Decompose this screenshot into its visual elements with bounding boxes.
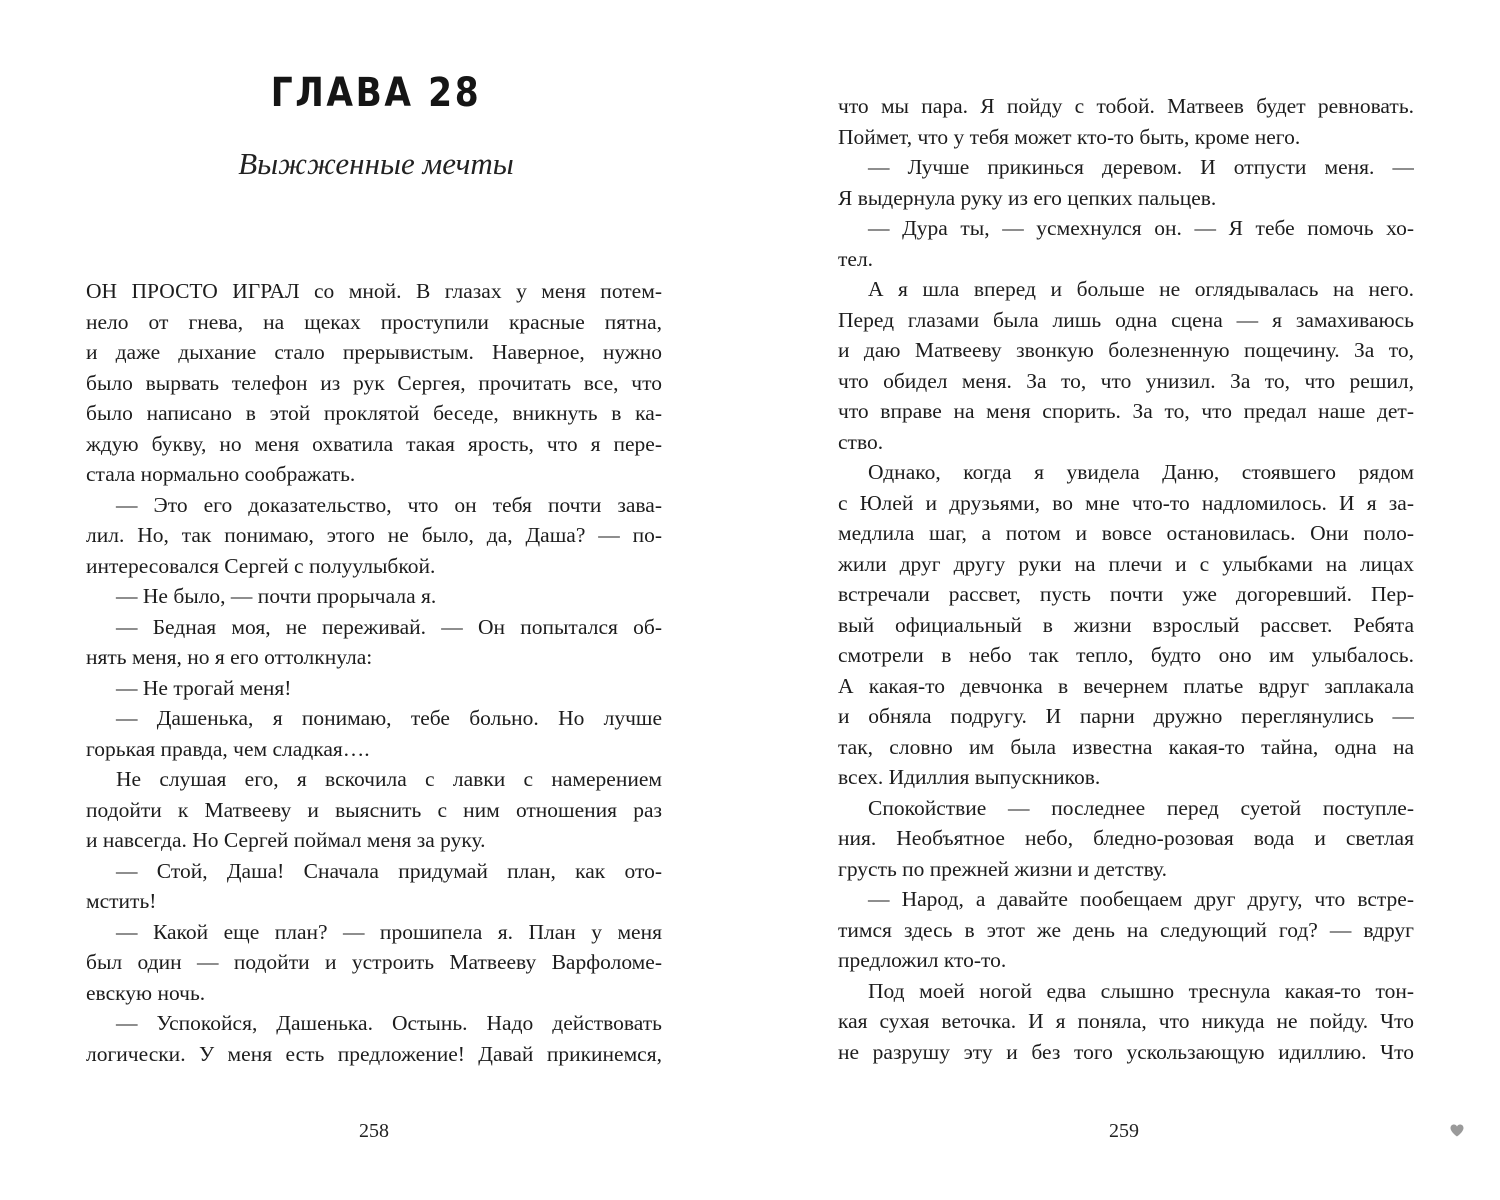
text-line: с Юлей и друзьями, во мне что-то надломилось. И я за- (838, 490, 1414, 515)
text-line: и даю Матвееву звонкую болезненную пощечину. За то, (838, 338, 1414, 362)
text-line: А я шла вперед и больше не оглядывалась на него. (868, 277, 1414, 301)
text-line: ждую букву, но меня охватила такая ярость, что я пере- (86, 431, 662, 456)
text-line: кая сухая веточка. И я поняла, что никуда не пойду. Что (838, 1009, 1414, 1033)
text-line: Под моей ногой едва слышно треснула какая-то тон- (868, 978, 1414, 1003)
text-line: Поймет, что у тебя может кто-то быть, кроме него. (838, 124, 1301, 149)
right-page-body (838, 91, 1414, 1067)
text-line: и даже дыхание стало прерывистым. Наверное, нужно (86, 340, 662, 364)
page-number-left: 258 (359, 1120, 389, 1142)
text-line: медлила шаг, а потом и вовсе остановилась. Они поло- (838, 521, 1414, 545)
text-line: подойти к Матвееву и выяснить с ним отношения раз (86, 797, 662, 822)
page-number-right: 259 (1109, 1120, 1139, 1142)
text-line: что обидел меня. За то, что унизил. За то, что решил, (838, 368, 1414, 393)
text-line: так, словно им была известна какая-то тайна, одна на (838, 734, 1414, 759)
text-line: нело от гнева, на щеках проступили красные пятна, (86, 309, 662, 334)
text-line: Перед глазами была лишь одна сцена — я замахиваюсь (838, 307, 1414, 332)
text-line: тел. (838, 246, 874, 271)
text-line: тимся здесь в этот же день на следующий год? — вдруг (838, 917, 1414, 942)
text-line: — Не трогай меня! (116, 675, 292, 700)
text-line: Однако, когда я увидела Даню, стоявшего рядом (868, 460, 1414, 484)
text-line: — Стой, Даша! Сначала придумай план, как ото- (116, 858, 662, 883)
text-line: — Бедная моя, не переживай. — Он попытался об- (116, 614, 662, 639)
text-line: Спокойствие — последнее перед суетой поступле- (868, 795, 1414, 820)
text-line: — Не было, — почти прорычала я. (116, 584, 437, 608)
text-line: логически. У меня есть предложение! Давай прикинемся, (86, 1041, 662, 1066)
text-line: смотрели в небо так тепло, будто оно им улыбалось. (838, 643, 1414, 667)
text-line: и обняла подругу. И парни дружно переглянулись — (838, 704, 1414, 728)
text-line: евскую ночь. (86, 980, 206, 1005)
text-line: ния. Необъятное небо, бледно-розовая вода и светлая (838, 826, 1414, 850)
text-line: было написано в этой проклятой беседе, вникнуть в ка- (86, 401, 662, 425)
text-line: Не слушая его, я вскочила с лавки с намерением (116, 767, 662, 791)
chapter-subtitle: Выжженные мечты (238, 146, 514, 181)
heart-icon (1450, 1124, 1464, 1137)
text-line: ство. (838, 429, 884, 454)
text-line: А какая-то девчонка в вечернем платье вдруг заплакала (838, 673, 1414, 698)
text-line: было вырвать телефон из рук Сергея, прочитать все, что (86, 370, 662, 395)
text-line: лил. Но, так понимаю, этого не было, да, Даша? — по- (86, 523, 662, 547)
text-line: нять меня, но я его оттолкнула: (86, 645, 373, 669)
text-line: вый официальный в жизни взрослый рассвет. Ребята (838, 612, 1414, 637)
text-line: грусть по прежней жизни и детству. (838, 856, 1167, 881)
text-line: — Успокойся, Дашенька. Остынь. Надо действовать (116, 1011, 662, 1035)
text-line: — Это его доказательство, что он тебя почти зава- (116, 492, 662, 517)
text-line: — Дашенька, я понимаю, тебе больно. Но лучше (116, 706, 662, 730)
text-line: не разрушу эту и без того ускользающую идиллию. Что (838, 1039, 1414, 1064)
text-line: — Народ, а давайте пообещаем друг другу, что встре- (868, 887, 1414, 911)
text-line: — Дура ты, — усмехнулся он. — Я тебе помочь хо- (868, 216, 1414, 240)
left-page-body (86, 276, 662, 1069)
text-line: что вправе на меня спорить. За то, что предал наше дет- (838, 399, 1414, 423)
text-line: жили друг другу руки на плечи и с улыбками на лицах (838, 551, 1414, 576)
text-line: был один — подойти и устроить Матвееву Варфоломе- (86, 950, 662, 974)
text-line: интересовался Сергей с полуулыбкой. (86, 553, 436, 578)
text-line: мстить! (86, 889, 157, 913)
text-line: предложил кто-то. (838, 948, 1007, 972)
text-line: ОН ПРОСТО ИГРАЛ со мной. В глазах у меня потем- (86, 279, 662, 303)
text-line: и навсегда. Но Сергей поймал меня за руку. (86, 828, 486, 852)
text-line: — Какой еще план? — прошипела я. План у меня (116, 919, 662, 944)
text-line: стала нормально соображать. (86, 462, 356, 486)
text-line: что мы пара. Я пойду с тобой. Матвеев будет ревновать. (838, 94, 1414, 118)
text-line: встречали рассвет, пусть почти уже догоревший. Пер- (838, 582, 1414, 606)
text-line: горькая правда, чем сладкая…. (86, 736, 370, 761)
text-line: Я выдернула руку из его цепких пальцев. (838, 185, 1217, 210)
text-line: всех. Идиллия выпускников. (838, 765, 1101, 789)
text-line: — Лучше прикинься деревом. И отпусти меня. — (868, 155, 1414, 179)
chapter-title: ГЛАВА 28 (270, 70, 482, 116)
